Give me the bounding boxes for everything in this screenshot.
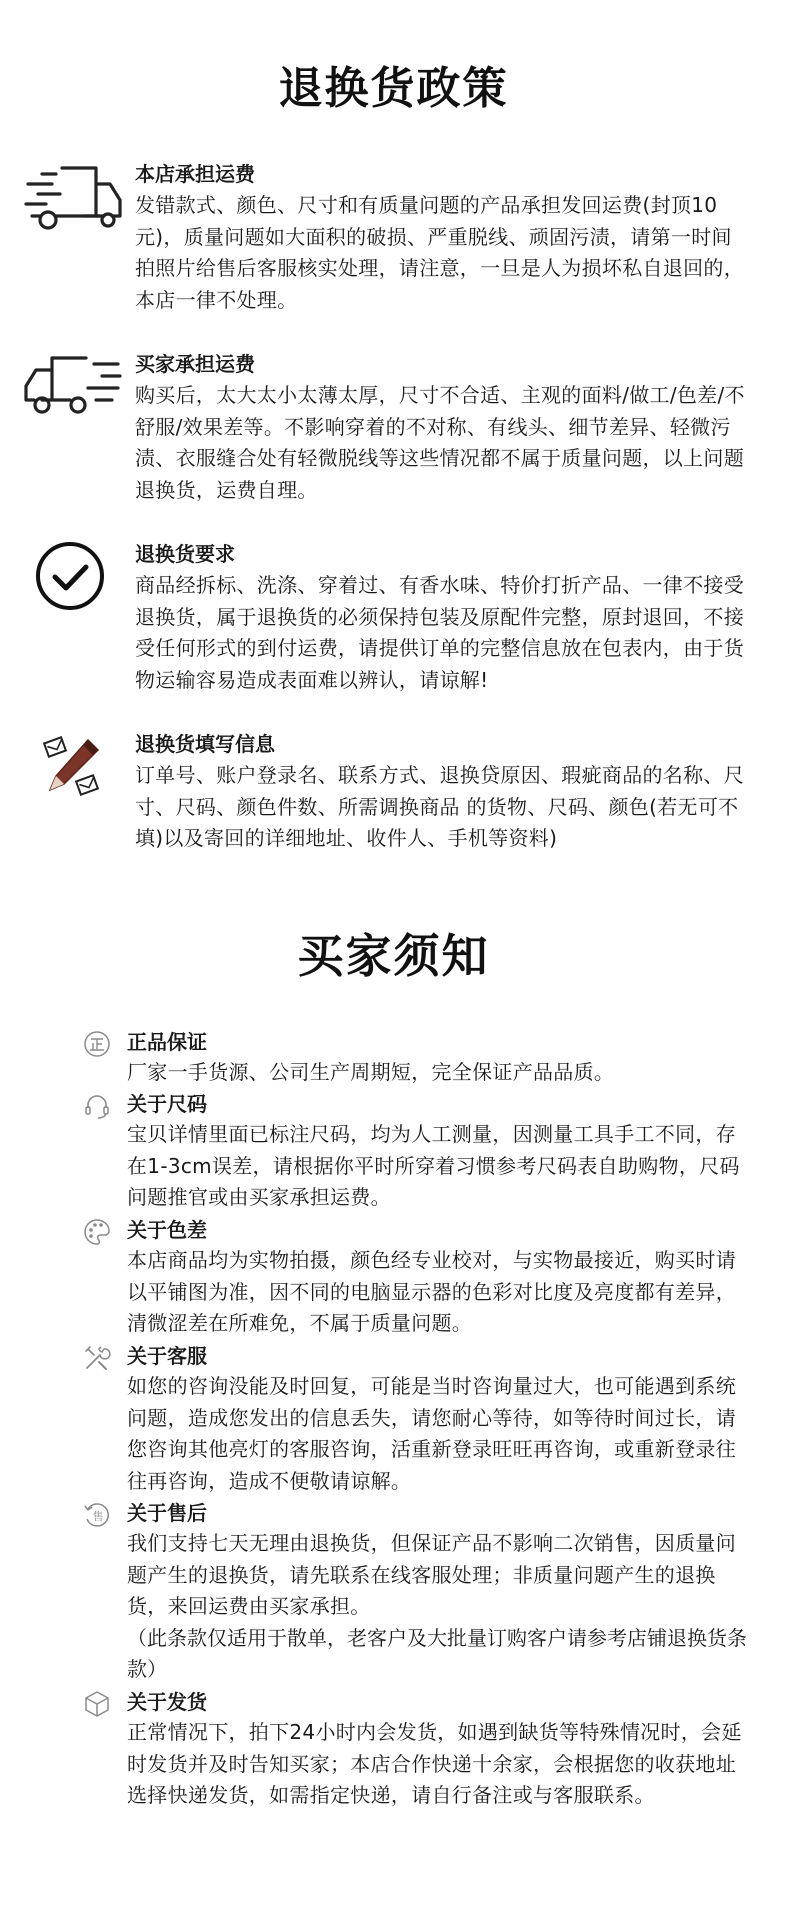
- svg-text:售: 售: [92, 1510, 104, 1523]
- return-truck-icon: [22, 350, 126, 430]
- pencil-envelope-icon: [22, 730, 126, 810]
- policy-heading: 退换货要求: [135, 542, 235, 566]
- tools-icon: [82, 1343, 112, 1373]
- genuine-seal-icon: [82, 1029, 112, 1059]
- policy-body: 购买后，太大太小太薄太厚，尺寸不合适、主观的面料/做工/色差/不舒服/效果差等。不影响穿着的不对称、有线头、细节差异、轻微污渍、衣服缝合处有轻微脱线等这些情况都不属于质量问题，以上问题退换货，运费自理。: [135, 383, 745, 502]
- policy-item-return-info: [0, 730, 787, 910]
- policy-item-return-requirements: [0, 540, 787, 720]
- policy-heading: 退换货填写信息: [135, 732, 275, 756]
- notice-heading: 关于售后: [127, 1501, 207, 1525]
- package-box-icon: [82, 1689, 112, 1719]
- notice-heading: 关于色差: [127, 1218, 207, 1242]
- notice-body: 我们支持七天无理由退换货，但保证产品不影响二次销售，因质量问题产生的退换货，请先联系在线客服处理；非质量问题产生的退换货，来回运费由买家承担。: [127, 1531, 736, 1618]
- headset-icon: [82, 1091, 112, 1121]
- policy-body: 发错款式、颜色、尺寸和有质量问题的产品承担发回运费(封顶10元)，质量问题如大面积的破损、严重脱线、顽固污渍，请第一时间拍照片给售后客服核实处理，请注意，一旦是人为损坏私自退回的，本店一律不处理。: [135, 193, 744, 312]
- notice-body: 如您的咨询没能及时回复，可能是当时咨询量过大，也可能遇到系统问题，造成您发出的信息丢失，请您耐心等待，如等待时间过长，请您咨询其他亮灯的客服咨询，活重新登录旺旺再咨询，或重新登录往往再咨询，造成不便敬请谅解。: [127, 1374, 736, 1493]
- after-sale-icon: [82, 1500, 112, 1530]
- palette-icon: [82, 1217, 112, 1247]
- buyer-notice-title: 买家须知: [297, 929, 490, 983]
- notice-body: 本店商品均为实物拍摄，颜色经专业校对，与实物最接近，购买时请以平铺图为准，因不同的电脑显示器的色彩对比度及亮度都有差异，清微涩差在所难免，不属于质量问题。: [127, 1248, 736, 1335]
- notice-body: 厂家一手货源、公司生产周期短，完全保证产品品质。: [127, 1060, 615, 1084]
- policy-body: 订单号、账户登录名、联系方式、退换贷原因、瑕疵商品的名称、尺寸、尺码、颜色件数、所需调换商品 的货物、尺码、颜色(若无可不填)以及寄回的详细地址、收件人、手机等资料): [135, 763, 744, 850]
- check-circle-icon: [22, 540, 126, 620]
- notice-heading: 关于客服: [127, 1344, 207, 1368]
- notice-heading: 关于尺码: [127, 1092, 207, 1116]
- policy-body: 商品经拆标、洗涤、穿着过、有香水味、特价打折产品、一律不接受退换货，属于退换货的必须保持包装及原配件完整，原封退回，不接受任何形式的到付运费，请提供订单的完整信息放在包表内，由于货物运输容易造成表面难以辨认，请谅解!: [135, 573, 744, 692]
- notice-body: 正常情况下，拍下24小时内会发货，如遇到缺货等特殊情况时，会延时发货并及时告知买家；本店合作快递十余家，会根据您的收获地址选择快递发货，如需指定快递，请自行备注或与客服联系。: [127, 1720, 742, 1807]
- policy-item-buyer-shipping: [0, 350, 787, 530]
- notice-heading: 正品保证: [127, 1030, 207, 1054]
- policy-heading: 本店承担运费: [135, 162, 255, 186]
- notice-extra-note: （此条款仅适用于散单，老客户及大批量订购客户请参考店铺退换货条款）: [127, 1625, 747, 1681]
- policy-heading: 买家承担运费: [135, 352, 255, 376]
- notice-heading: 关于发货: [127, 1690, 207, 1714]
- notice-body: 宝贝详情里面已标注尺码，均为人工测量，因测量工具手工不同，存在1-3cm误差，请根据你平时所穿着习惯参考尺码表自助购物，尺码问题推官或由买家承担运费。: [127, 1122, 740, 1209]
- policy-item-seller-shipping: [0, 160, 787, 340]
- return-policy-title: 退换货政策: [278, 63, 509, 114]
- delivery-truck-icon: [22, 160, 126, 240]
